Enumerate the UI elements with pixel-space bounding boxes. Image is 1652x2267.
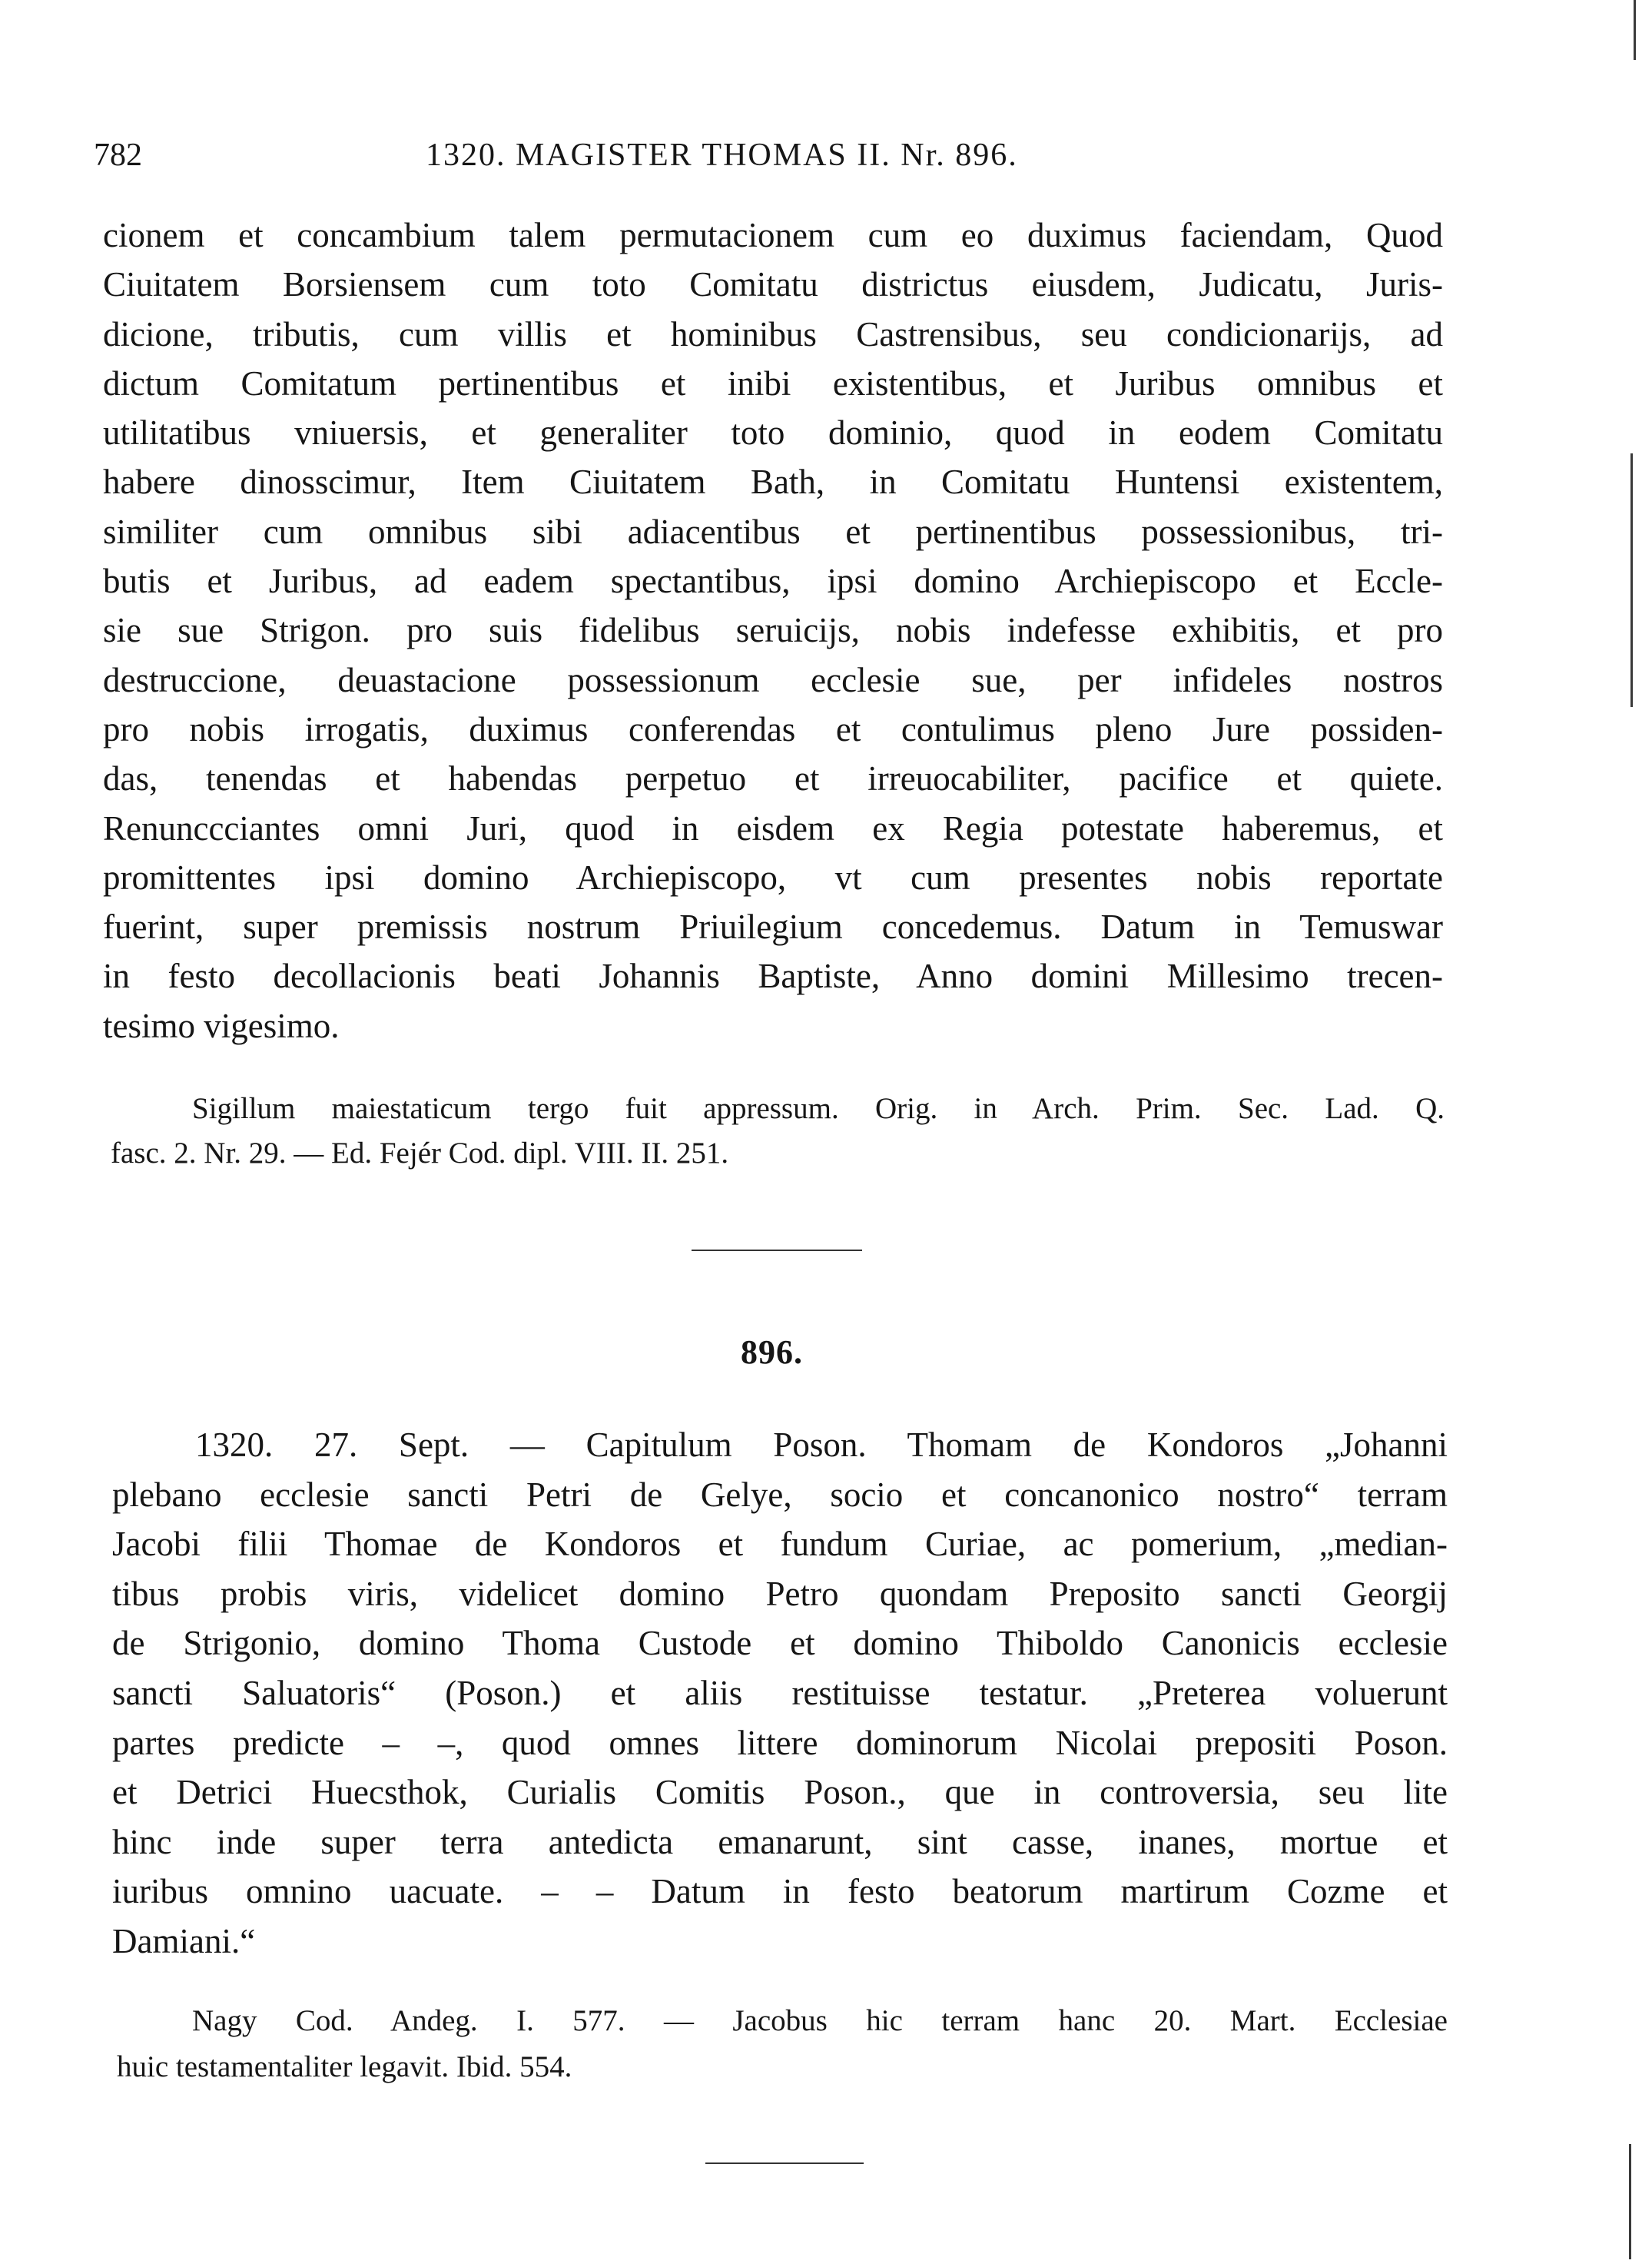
text-line: hinc inde super terra antedicta emanarunt, sint casse, inanes, mortue et [112, 1822, 1448, 1861]
text-line: 1320. 27. Sept. — Capitulum Poson. Thomam de Kondoros „Johanni [195, 1426, 1448, 1464]
text-line: Jacobi filii Thomae de Kondoros et fundum Curiae, ac pomerium, „median- [112, 1525, 1448, 1564]
section-divider [705, 2162, 864, 2164]
text-line: Renunccciantes omni Juri, quod in eisdem ex Regia potestate haberemus, et [103, 808, 1443, 848]
text-line: butis et Juribus, ad eadem spectantibus, ipsi domino Archiepiscopo et Eccle- [103, 562, 1443, 601]
text-line: cionem et concambium talem permutacionem cum eo duximus faciendam, Quod [103, 216, 1443, 254]
note-line: fasc. 2. Nr. 29. — Ed. Fejér Cod. dipl. VIII. II. 251. [111, 1137, 729, 1170]
text-line: promittentes ipsi domino Archiepiscopo, vt cum presentes nobis reportate [103, 858, 1443, 897]
note-line: Nagy Cod. Andeg. I. 577. — Jacobus hic terram hanc 20. Mart. Ecclesiae [192, 2004, 1448, 2037]
text-line: et Detrici Huecsthok, Curialis Comitis Poson., que in controversia, seu lite [112, 1773, 1448, 1812]
text-line: dictum Comitatum pertinentibus et inibi existentibus, et Juribus omnibus et [103, 363, 1443, 403]
scan-edge-line [1634, 0, 1636, 60]
page-number: 782 [94, 138, 142, 173]
document-text [112, 1420, 1448, 1967]
text-line: similiter cum omnibus sibi adiacentibus et pertinentibus possessionibus, tri- [103, 512, 1443, 551]
text-line: iuribus omnino uacuate. – – Datum in festo beatorum martirum Cozme et [112, 1872, 1448, 1911]
text-line: destruccione, deuastacione possessionum ecclesie sue, per infideles nostros [103, 660, 1443, 699]
text-line: in festo decollacionis beati Johannis Baptiste, Anno domini Millesimo trecen- [103, 957, 1443, 996]
text-line: de Strigonio, domino Thoma Custode et domino Thiboldo Canonicis ecclesie [112, 1624, 1448, 1663]
running-head [94, 137, 1531, 183]
text-line: sie sue Strigon. pro suis fidelibus seruicijs, nobis indefesse exhibitis, et pro [103, 611, 1443, 650]
continuation-text [103, 211, 1443, 1051]
text-line: utilitatibus vniuersis, et generaliter toto dominio, quod in eodem Comitatu [103, 413, 1443, 453]
text-line: Damiani.“ [112, 1921, 256, 1960]
scan-edge-line [1629, 2144, 1631, 2259]
text-line: partes predicte – –, quod omnes littere dominorum Nicolai prepositi Poson. [112, 1723, 1448, 1762]
note-line: huic testamentaliter legavit. Ibid. 554. [117, 2050, 572, 2083]
source-note [111, 1087, 1445, 1176]
text-line: tesimo vigesimo. [103, 1006, 340, 1045]
text-line: dicione, tributis, cum villis et hominibus Castrensibus, seu condicionarijs, ad [103, 314, 1443, 353]
text-line: sancti Saluatoris“ (Poson.) et aliis restituisse testatur. „Preterea voluerunt [112, 1673, 1448, 1712]
section-divider [692, 1250, 862, 1251]
scan-edge-line [1630, 453, 1633, 707]
text-line: das, tenendas et habendas perpetuo et irreuocabiliter, pacifice et quiete. [103, 759, 1443, 798]
text-line: Ciuitatem Borsiensem cum toto Comitatu districtus eiusdem, Judicatu, Juris- [103, 265, 1443, 304]
text-line: tibus probis viris, videlicet domino Petro quondam Preposito sancti Georgij [112, 1574, 1448, 1613]
source-note [117, 1998, 1448, 2090]
text-line: fuerint, super premissis nostrum Priuilegium concedemus. Datum in Temuswar [103, 908, 1443, 947]
document-number: 896. [741, 1333, 803, 1371]
running-title: 1320. MAGISTER THOMAS II. Nr. 896. [426, 138, 1018, 173]
text-line: pro nobis irrogatis, duximus conferendas et contulimus pleno Jure possiden- [103, 709, 1443, 748]
text-line: plebano ecclesie sancti Petri de Gelye, socio et concanonico nostro“ terram [112, 1475, 1448, 1514]
text-line: habere dinosscimur, Item Ciuitatem Bath, in Comitatu Huntensi existentem, [103, 463, 1443, 502]
note-line: Sigillum maiestaticum tergo fuit appressum. Orig. in Arch. Prim. Sec. Lad. Q. [192, 1092, 1445, 1125]
